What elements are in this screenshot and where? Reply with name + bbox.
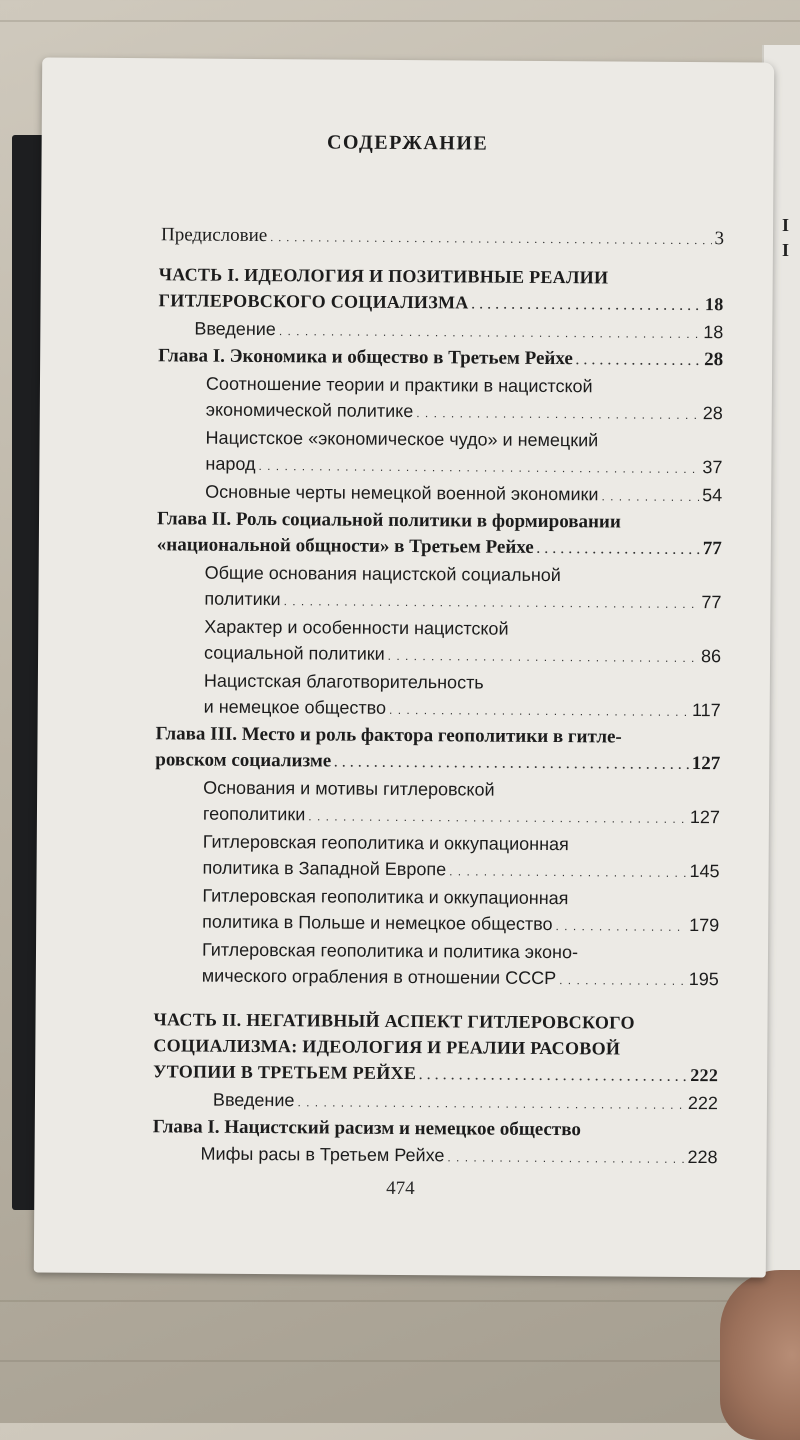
- toc-entry-intro-2: Введение . . . 222: [213, 1087, 718, 1119]
- toc-chapter-1-2: Глава II. Роль социальной политики в формировании «национальной общности» в Третьем Рейхе . . . 77: [157, 506, 722, 563]
- toc-chapter-1-3: Глава III. Место и роль фактора геополитики в гитле- ровском социализме . . . 127: [155, 721, 720, 778]
- toc-entry-preface: Предисловие . . . 3: [161, 222, 724, 253]
- toc-entry-intro-1: Введение . . . 18: [194, 316, 723, 348]
- toc-section: Нацистская благотворительность и немецкое общество . . . 117: [204, 668, 721, 726]
- toc-section: Гитлеровская геополитика и оккупационная политика в Польше и немецкое общество . . . 179: [202, 883, 719, 941]
- toc-section: Гитлеровская геополитика и оккупационная политика в Западной Европе . . . 145: [202, 829, 719, 887]
- hand: [720, 1270, 800, 1440]
- toc-section: Нацистское «экономическое чудо» и немецкий народ . . . 37: [205, 425, 722, 483]
- toc-section: Характер и особенности нацистской социальной политики . . . 86: [204, 614, 721, 672]
- toc-part-2: ЧАСТЬ II. НЕГАТИВНЫЙ АСПЕКТ ГИТЛЕРОВСКОГО СОЦИАЛИЗМА: ИДЕОЛОГИЯ И РЕАЛИИ РАСОВОЙ УТОПИИ В ТРЕТЬЕМ РЕЙХЕ . . . 222: [153, 1006, 719, 1090]
- toc-section: Мифы расы в Третьем Рейхе . . . 228: [200, 1141, 717, 1173]
- page-number: 474: [386, 1177, 415, 1200]
- toc-section: Основания и мотивы гитлеровской геополитики . . . 127: [203, 775, 720, 833]
- toc-section: Соотношение теории и практики в нацистской экономической политике . . . 28: [206, 371, 723, 429]
- toc-section: Основные черты немецкой военной экономики . . . 54: [205, 479, 722, 511]
- table-of-contents: [152, 218, 724, 1172]
- facing-page-fragment: I: [782, 215, 790, 235]
- toc-section: Общие основания нацистской социальной политики . . . 77: [204, 560, 721, 618]
- contents-page: [34, 57, 774, 1277]
- toc-chapter-2-1: Глава I. Нацистский расизм и немецкое общество: [152, 1116, 581, 1141]
- page-title: СОДЕРЖАНИЕ: [326, 131, 489, 155]
- toc-chapter-1-1: Глава I. Экономика и общество в Третьем Рейхе . . . 28: [158, 343, 723, 374]
- toc-part-1: ЧАСТЬ I. ИДЕОЛОГИЯ И ПОЗИТИВНЫЕ РЕАЛИИ ГИТЛЕРОВСКОГО СОЦИАЛИЗМА . . . 18: [158, 261, 723, 319]
- toc-section: Гитлеровская геополитика и политика эконо- мического ограбления в отношении СССР . . . 195: [202, 937, 719, 995]
- facing-page-fragment: I: [782, 240, 790, 260]
